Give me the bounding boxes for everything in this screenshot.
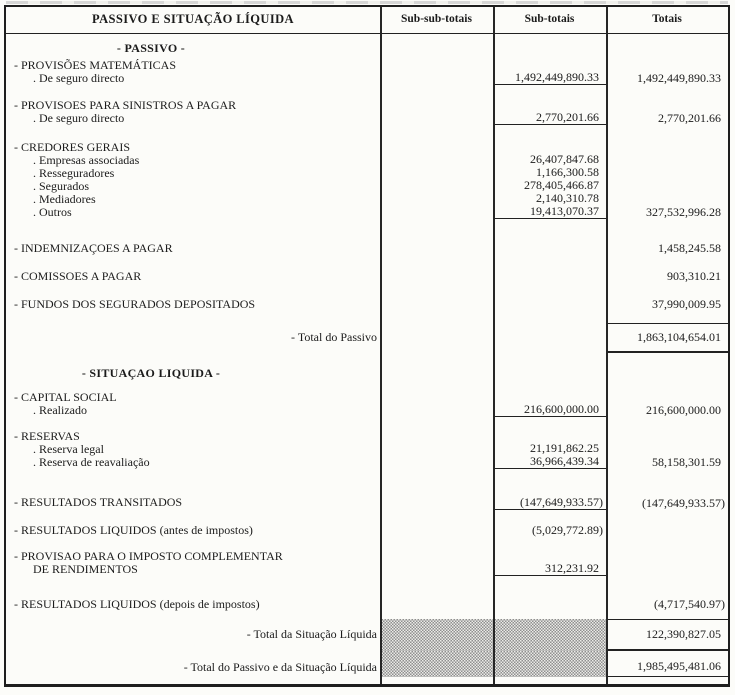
total-cell	[606, 430, 728, 469]
liabilities-equity-table	[4, 5, 730, 687]
subtotal-cell	[493, 141, 606, 219]
item-sublabel: . De seguro directo	[33, 70, 125, 85]
total-amount: 1,458,245.58	[658, 240, 721, 255]
subtotal-amount: 21,191,862.25	[530, 440, 599, 455]
empty-cell	[493, 270, 606, 283]
item-label-cell	[6, 298, 380, 311]
subtotal-cell	[493, 59, 606, 85]
scan-artifact-top	[6, 1, 728, 4]
total-row-situacao-liquida	[6, 619, 728, 651]
subtotal-cell	[493, 550, 606, 576]
total-cell	[606, 242, 728, 255]
item-sublabel: . Outros	[33, 204, 72, 219]
empty-cell	[380, 430, 493, 469]
total-row-passivo	[6, 323, 728, 353]
subtotal-cell	[493, 524, 606, 537]
total-label-cell	[6, 323, 380, 353]
item-label: - CREDORES GERAIS	[14, 139, 131, 154]
subtotal-amount: 216,600,000.00	[524, 401, 599, 416]
subtotal-amount: (147,649,933.57)	[520, 494, 603, 509]
item-label-cell	[6, 242, 380, 255]
hatched-cell	[380, 651, 493, 677]
column-divider-2	[493, 7, 495, 684]
item-label-cell	[6, 59, 380, 85]
subtotal-amount: 1,492,449,890.33	[515, 69, 599, 84]
item-label: - PROVISÕES MATEMÁTICAS	[14, 57, 177, 72]
item-row-capital-social	[6, 391, 728, 417]
empty-cell	[493, 367, 606, 380]
total-amount: 122,390,827.05	[646, 626, 721, 641]
header-sub-sub-totais: Sub-sub-totais	[401, 13, 472, 26]
empty-cell	[380, 598, 493, 611]
item-label: - PROVISOES PARA SINISTROS A PAGAR	[14, 97, 237, 112]
item-row-comissoes	[6, 270, 728, 283]
total-amount: 2,770,201.66	[658, 110, 721, 125]
empty-cell	[380, 59, 493, 85]
item-label: - CAPITAL SOCIAL	[14, 389, 117, 404]
empty-cell	[493, 42, 606, 55]
empty-cell	[493, 598, 606, 611]
subtotal-amount: 312,231.92	[545, 560, 599, 575]
empty-cell	[380, 524, 493, 537]
empty-cell	[606, 367, 728, 380]
header-passivo-situacao-liquida: PASSIVO E SITUAÇÃO LÍQUIDA	[92, 12, 294, 27]
empty-cell	[380, 42, 493, 55]
empty-cell	[380, 496, 493, 510]
item-label-cell	[6, 550, 380, 576]
empty-cell	[380, 391, 493, 417]
total-amount: 216,600,000.00	[646, 402, 721, 417]
grand-total-cell	[606, 651, 728, 677]
empty-cell	[380, 550, 493, 576]
total-label-cell	[6, 651, 380, 677]
item-label-line2: DE RENDIMENTOS	[33, 561, 138, 576]
table-header-row	[6, 7, 728, 34]
total-cell	[606, 59, 728, 85]
total-label: - Total do Passivo	[291, 330, 377, 344]
total-cell	[606, 99, 728, 125]
item-label-cell	[6, 391, 380, 417]
subtotal-amount: 2,770,201.66	[536, 109, 599, 124]
item-sublabel: . Reserva de reavaliação	[33, 454, 150, 469]
subtotal-cell	[493, 391, 606, 417]
item-row-reservas	[6, 430, 728, 469]
empty-cell	[493, 242, 606, 255]
total-amount: 37,990,009.95	[652, 296, 721, 311]
item-label: - RESULTADOS LIQUIDOS (antes de impostos)	[14, 522, 253, 537]
empty-cell	[606, 42, 728, 55]
total-amount: (147,649,933.57)	[642, 495, 725, 510]
section-heading-passivo: - PASSIVO -	[116, 40, 186, 55]
item-row-resultados-transitados	[6, 496, 728, 510]
item-label-cell	[6, 496, 380, 510]
empty-cell	[606, 524, 728, 537]
item-label: - FUNDOS DOS SEGURADOS DEPOSITADOS	[14, 296, 256, 311]
item-row-provisao-imposto	[6, 550, 728, 576]
item-label-cell	[6, 598, 380, 611]
item-label: - RESULTADOS LIQUIDOS (depois de impostos)	[14, 596, 260, 611]
section-cell	[6, 367, 380, 380]
subtotal-cell	[493, 430, 606, 469]
item-sublabel: . Segurados	[33, 178, 89, 193]
item-label-cell	[6, 141, 380, 219]
empty-cell	[380, 270, 493, 283]
section-heading-situacao: - SITUAÇAO LIQUIDA -	[81, 365, 221, 380]
total-cell	[606, 391, 728, 417]
bottom-spacer	[6, 677, 728, 685]
total-cell	[606, 496, 728, 510]
empty-cell	[380, 242, 493, 255]
item-sublabel: . Resseguradores	[33, 165, 115, 180]
section-cell	[6, 42, 380, 55]
total-amount: 1,863,104,654.01	[637, 329, 721, 344]
subtotal-amount: 1,166,300.58	[536, 164, 599, 179]
empty-cell	[380, 99, 493, 125]
empty-cell	[493, 323, 606, 353]
subtotal-amount: 2,140,310.78	[536, 190, 599, 205]
header-totais: Totais	[652, 13, 682, 26]
item-row-provisoes-sinistros	[6, 99, 728, 125]
item-label-cell	[6, 270, 380, 283]
total-cell	[606, 270, 728, 283]
column-divider-3	[606, 7, 608, 684]
item-label-cell	[6, 99, 380, 125]
hatched-cell	[493, 651, 606, 677]
empty-cell	[380, 367, 493, 380]
grand-total-cell	[606, 619, 728, 651]
total-amount: 327,532,996.28	[646, 204, 721, 219]
item-sublabel: . De seguro directo	[33, 110, 125, 125]
item-row-resultados-liquidos-depois	[6, 598, 728, 611]
grand-total-cell	[606, 323, 728, 353]
item-row-resultados-liquidos-antes	[6, 524, 728, 537]
item-label-cell	[6, 524, 380, 537]
total-label: - Total do Passivo e da Situação Líquida	[183, 659, 377, 674]
column-divider-1	[380, 7, 382, 684]
total-label-cell	[6, 619, 380, 651]
item-label-cell	[6, 430, 380, 469]
hatched-cell	[493, 619, 606, 651]
total-row-geral	[6, 651, 728, 677]
total-cell	[606, 141, 728, 219]
item-sublabel: . Realizado	[33, 402, 87, 417]
total-amount: (4,717,540.97)	[654, 596, 725, 611]
empty-cell	[380, 298, 493, 311]
item-label: - PROVISAO PARA O IMPOSTO COMPLEMENTAR	[14, 548, 283, 563]
total-cell	[606, 298, 728, 311]
empty-cell	[380, 141, 493, 219]
item-label: - RESULTADOS TRANSITADOS	[14, 494, 183, 509]
total-cell	[606, 598, 728, 611]
item-label: - COMISSOES A PAGAR	[14, 268, 142, 283]
total-amount: 1,492,449,890.33	[637, 70, 721, 85]
empty-cell	[493, 298, 606, 311]
section-row-passivo	[6, 42, 728, 55]
item-sublabel: . Empresas associadas	[33, 152, 140, 167]
item-row-indemnizacoes	[6, 242, 728, 255]
subtotal-amount: 36,966,439.34	[530, 453, 599, 468]
subtotal-amount: 26,407,847.68	[530, 151, 599, 166]
item-label: - RESERVAS	[14, 428, 80, 443]
total-amount: 58,158,301.59	[652, 454, 721, 469]
hatched-cell	[380, 619, 493, 651]
item-row-fundos	[6, 298, 728, 311]
total-amount: 903,310.21	[667, 268, 721, 283]
subtotal-amount: 19,413,070.37	[530, 203, 599, 218]
subtotal-cell	[493, 496, 606, 510]
empty-cell	[380, 323, 493, 353]
item-row-provisoes-matematicas	[6, 59, 728, 85]
subtotal-amount: 278,405,466.87	[524, 177, 599, 192]
header-sub-totais: Sub-totais	[524, 13, 575, 26]
item-sublabel: . Reserva legal	[33, 441, 104, 456]
item-label: - INDEMNIZAÇOES A PAGAR	[14, 240, 173, 255]
item-sublabel: . Mediadores	[33, 191, 96, 206]
subtotal-cell	[493, 99, 606, 125]
empty-cell	[606, 550, 728, 576]
total-label: - Total da Situação Líquida	[246, 627, 377, 641]
subtotal-amount: (5,029,772.89)	[532, 522, 603, 537]
section-row-situacao	[6, 367, 728, 380]
total-amount: 1,985,495,481.06	[637, 658, 721, 673]
item-row-credores-gerais	[6, 141, 728, 219]
